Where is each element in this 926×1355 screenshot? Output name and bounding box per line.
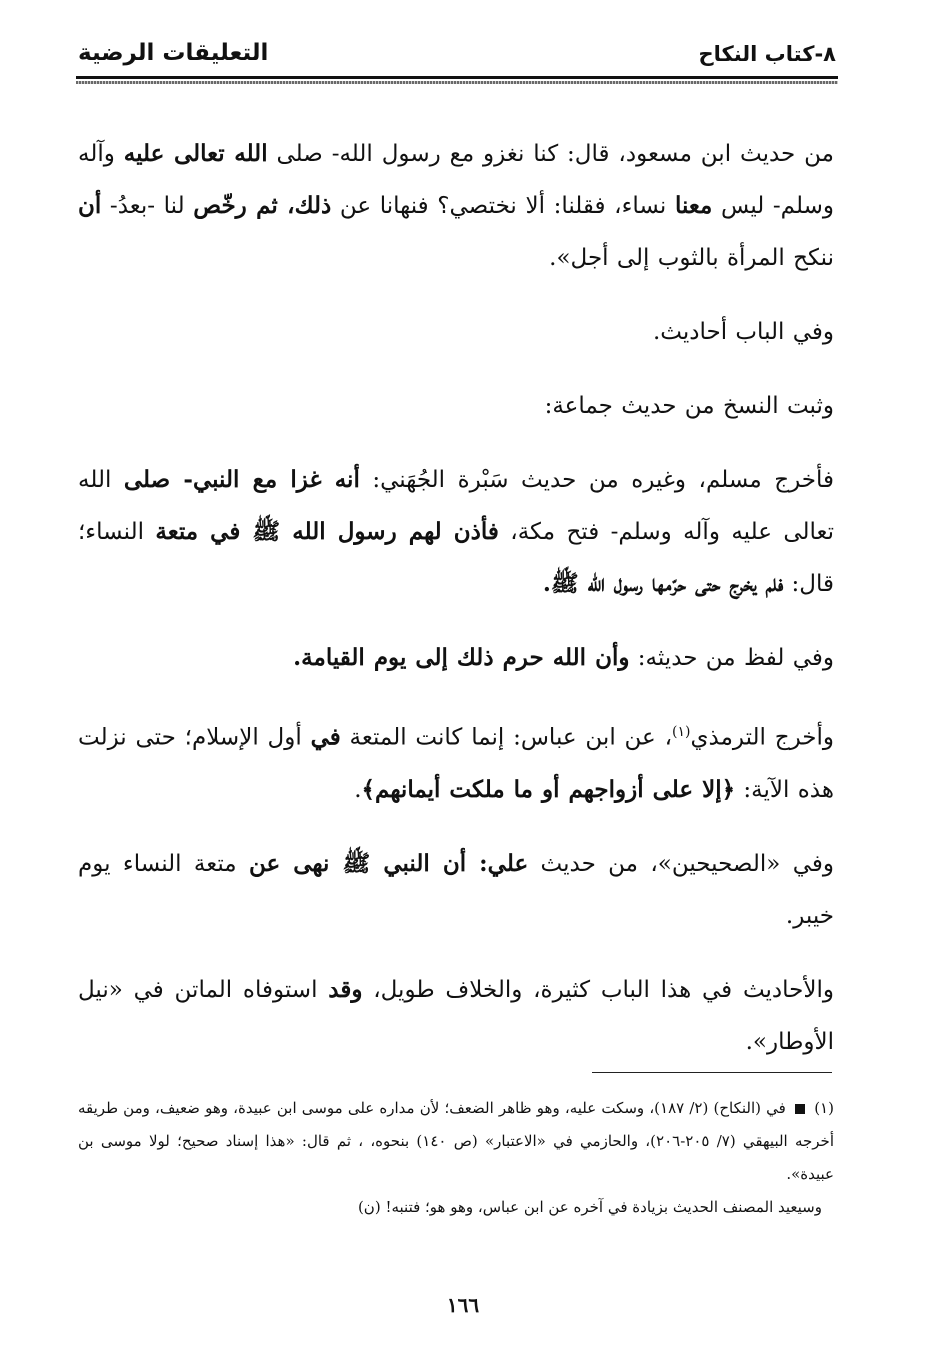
text-segment: والأحاديث في هذا الباب كثيرة، والخلاف طويل، (362, 976, 835, 1003)
emphasized-text: ﴿إلا على أزواجهم أو ما ملكت أيمانهم﴾ (361, 775, 736, 803)
text-segment: فأخرج مسلم، وغيره من حديث سَبْرة الجُهَني: (359, 467, 834, 493)
footnotes (78, 1092, 834, 1224)
text-segment: الله تعالى عليه وآله وسلم- فتح مكة، (78, 467, 834, 545)
footnote-separator (592, 1072, 832, 1073)
paragraph (78, 454, 834, 610)
text-segment: وأخرج الترمذي (690, 724, 834, 751)
footnote-1-marker: (١) (814, 1099, 834, 1117)
emphasized-text: علي: أن النبي ﷺ نهى عن (248, 849, 529, 877)
footnote-reference: (١) (672, 724, 691, 740)
emphasized-text: في (310, 723, 341, 751)
paragraph (78, 632, 834, 684)
book-title: التعليقات الرضية (78, 40, 269, 66)
text-segment: . (354, 776, 362, 803)
editor-note: وسيعيد المصنف الحديث بزيادة في آخره عن ابن عباس، وهو هو؛ فتنبه! (ن) (357, 1198, 822, 1216)
square-icon (795, 1104, 805, 1114)
text-segment: استوفاه الماتن في «نيل الأوطار». (78, 976, 834, 1055)
text-segment: وآله وسلم- ليس (78, 141, 834, 219)
text-segment: متعة النساء يوم خيبر. (78, 850, 834, 929)
header-rule (76, 76, 838, 79)
paragraph (78, 128, 834, 284)
paragraph (78, 306, 834, 358)
emphasized-text: معنا (674, 192, 713, 219)
paragraph (78, 380, 834, 432)
text-segment: وثبت النسخ من حديث جماعة: (544, 393, 834, 419)
text-segment: النساء؛ قال: (78, 519, 834, 597)
emphasized-text: الله تعالى عليه (123, 140, 268, 167)
header-rule-texture (76, 81, 838, 84)
emphasized-text: أنه غزا مع النبي- صلى (123, 466, 360, 493)
text-segment: وفي الباب أحاديث. (652, 319, 834, 345)
paragraph (78, 838, 834, 942)
emphasized-text: أن (78, 192, 102, 219)
emphasized-text: فلم يخرج حتى حرّمها رسول الله ﷺ. (542, 570, 784, 597)
emphasized-text: وقد (328, 975, 363, 1003)
emphasized-text: وأن الله حرم ذلك إلى يوم القيامة. (293, 644, 630, 671)
footnote-1 (78, 1092, 834, 1191)
main-text (78, 128, 834, 1090)
text-segment: نساء، فقلنا: ألا نختصي؟ فنهانا عن (331, 193, 675, 219)
text-segment: لنا -بعدُ- (101, 193, 194, 219)
text-segment: أول الإسلام؛ حتى نزلت هذه الآية: (78, 724, 834, 803)
text-segment: ، عن ابن عباس: إنما كانت المتعة (340, 724, 673, 751)
emphasized-text: ذلك، ثم رخّص (193, 192, 332, 219)
text-segment: ننكح المرأة بالثوب إلى أجل». (549, 245, 834, 271)
footnote-1-text: في (النكاح) (٢/ ١٨٧)، وسكت عليه، وهو ظاهر الضعف؛ لأن مداره على موسى ابن عبيدة، وهو ضعيف، ومن طريقه أخرجه البيهقي (٧/ ٢٠٥-٢٠٦)، والحازمي في «الاعتبار» (ص ١٤٠) بنحوه، ، ثم قال: «هذا إسناد صحيح؛ لولا موسى بن عبيدة». (78, 1099, 835, 1183)
text-segment: وفي لفظ من حديثه: (629, 645, 834, 671)
running-header (76, 40, 838, 74)
emphasized-text: فأذن لهم رسول الله ﷺ في متعة (155, 518, 499, 545)
chapter-title: ٨-كتاب النكاح (698, 42, 836, 66)
text-segment: من حديث ابن مسعود، قال: كنا نغزو مع رسول الله- صلى (267, 141, 834, 167)
paragraph (78, 706, 834, 816)
page-number: ١٦٦ (446, 1293, 480, 1317)
text-segment: وفي «الصحيحين»، من حديث (528, 850, 834, 877)
paragraph (78, 964, 834, 1068)
